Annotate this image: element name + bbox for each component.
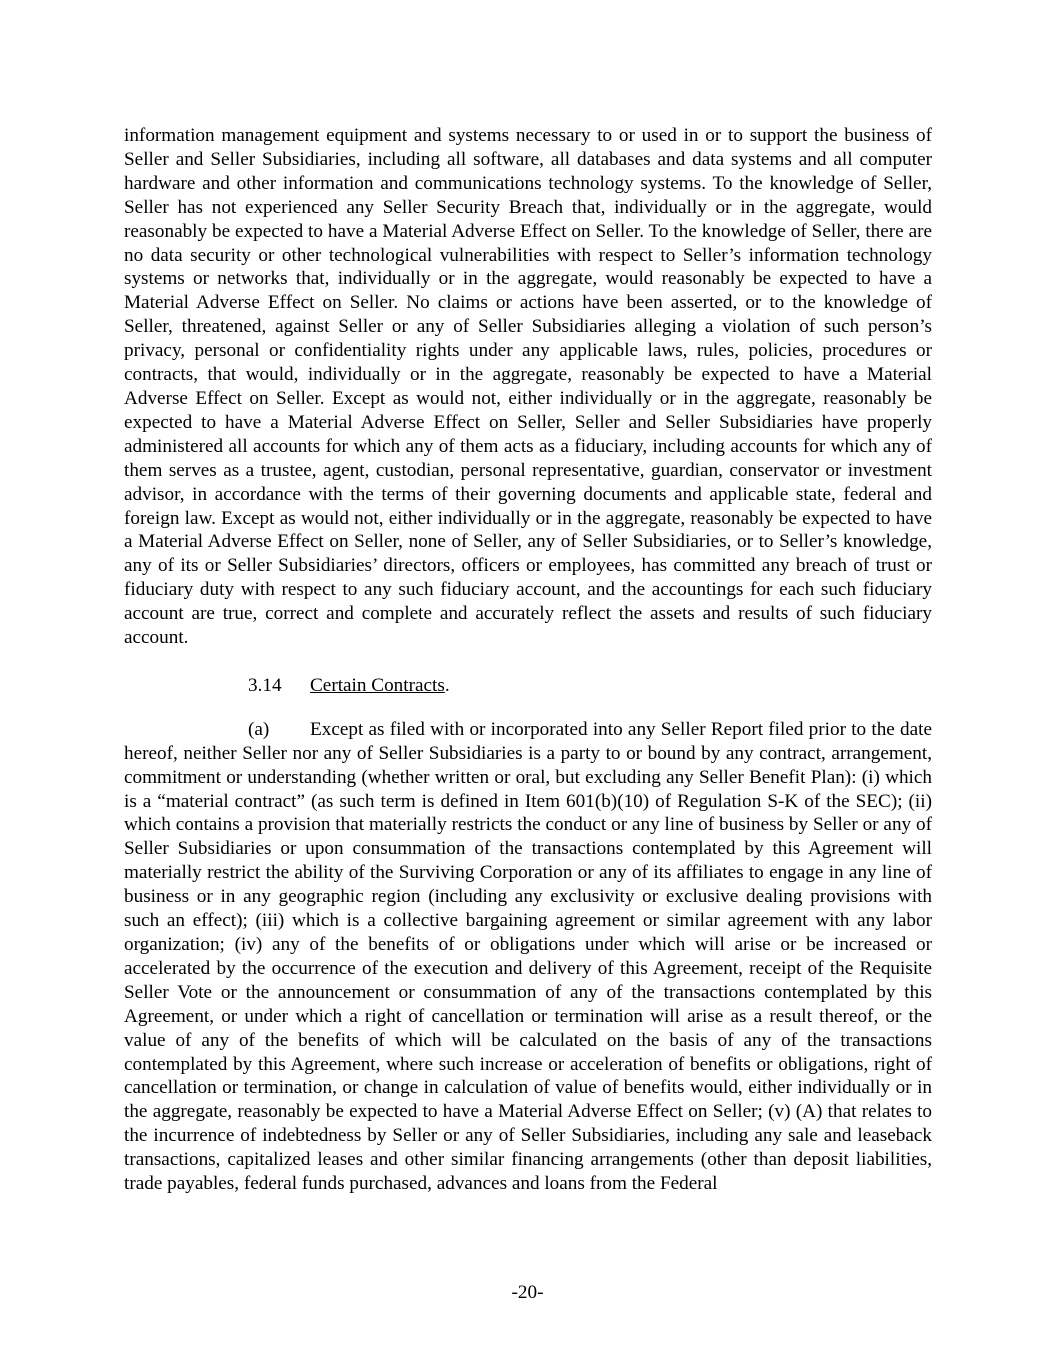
section-heading: [124, 674, 932, 698]
page-number: -20-: [511, 1282, 544, 1303]
section-title: Certain Contracts: [310, 674, 445, 696]
subsection-a: [124, 718, 932, 1196]
subsection-text: Except as filed with or incorporated into any Seller Report filed prior to the date hereof, neither Seller nor any of Seller Subsidiaries is a party to or bound by any contract, arrangement, commitment or understanding (whether written or oral, but excluding any Seller Benefit Plan): (i) which is a “material contract” (as such term is defined in Item 601(b)(10) of Regulation S-K of the SEC); (ii) which contains a provision that materially restricts the conduct or any line of business by Seller or any of Seller Subsidiaries or upon consummation of the transactions contemplated by this Agreement will materially restrict the ability of the Surviving Corporation or any of its affiliates to engage in any line of business or in any geographic region (including any exclusivity or exclusive dealing provisions with such an effect); (iii) which is a collective bargaining agreement or similar agreement with any labor organization; (iv) any of the benefits of or obligations under which will arise or be increased or accelerated by the occurrence of the execution and delivery of this Agreement, receipt of the Requisite Seller Vote or the announcement or consummation of any of the transactions contemplated by this Agreement, or under which a right of cancellation or termination will arise as a result thereof, or the value of any of the benefits of which will be calculated on the basis of any of the transactions contemplated by this Agreement, where such increase or acceleration of benefits or obligations, right of cancellation or termination, or change in calculation of value of benefits would, either individually or in the aggregate, reasonably be expected to have a Material Adverse Effect on Seller; (v) (A) that relates to the incurrence of indebtedness by Seller or any of Seller Subsidiaries, including any sale and leaseback transactions, capitalized leases and other similar financing arrangements (other than deposit liabilities, trade payables, federal funds purchased, advances and loans from the Federal: [124, 718, 932, 1195]
document-page: [124, 124, 932, 1196]
subsection-label: (a): [248, 718, 270, 740]
intro-paragraph: information management equipment and systems necessary to or used in or to support the business of Seller and Seller Subsidiaries, including all software, all databases and data systems and all computer hardware and other information and communications technology systems. To the knowledge of Seller, Seller has not experienced any Seller Security Breach that, individually or in the aggregate, would reasonably be expected to have a Material Adverse Effect on Seller. To the knowledge of Seller, there are no data security or other technological vulnerabilities with respect to Seller’s information technology systems or networks that, individually or in the aggregate, would reasonably be expected to have a Material Adverse Effect on Seller. No claims or actions have been asserted, or to the knowledge of Seller, threatened, against Seller or any of Seller Subsidiaries alleging a violation of such person’s privacy, personal or confidentiality rights under any applicable laws, rules, policies, procedures or contracts, that would, individually or in the aggregate, reasonably be expected to have a Material Adverse Effect on Seller. Except as would not, either individually or in the aggregate, reasonably be expected to have a Material Adverse Effect on Seller, Seller and Seller Subsidiaries have properly administered all accounts for which any of them acts as a fiduciary, including accounts for which any of them serves as a trustee, agent, custodian, personal representative, guardian, conservator or investment advisor, in accordance with the terms of their governing documents and applicable state, federal and foreign law. Except as would not, either individually or in the aggregate, reasonably be expected to have a Material Adverse Effect on Seller, none of Seller, any of Seller Subsidiaries, or to Seller’s knowledge, any of its or Seller Subsidiaries’ directors, officers or employees, has committed any breach of trust or fiduciary duty with respect to any such fiduciary account, and the accountings for each such fiduciary account are true, correct and complete and accurately reflect the assets and results of such fiduciary account.: [124, 125, 932, 649]
section-title-period: .: [444, 674, 450, 696]
section-number: 3.14: [248, 674, 282, 696]
